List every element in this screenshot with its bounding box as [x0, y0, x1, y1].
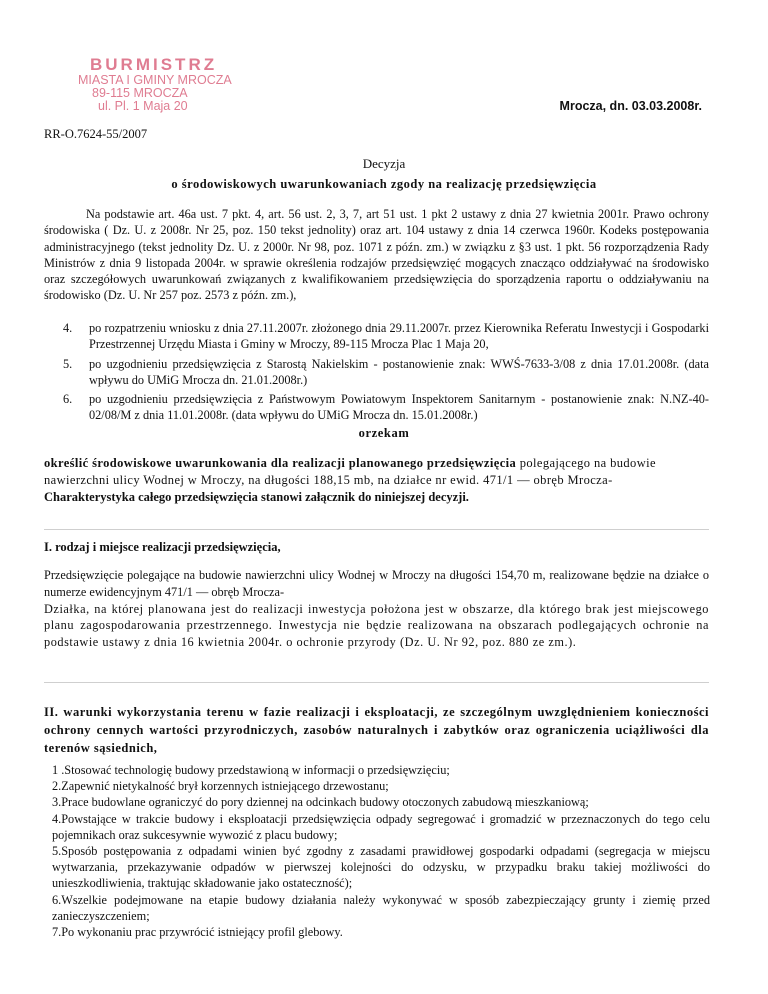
- divider: [44, 529, 709, 530]
- stamp-line-4: ul. Pl. 1 Maja 20: [98, 99, 188, 114]
- decision-bold-text: określić środowiskowe uwarunkowania dla realizacji planowanego przedsięwzięcia: [44, 456, 517, 470]
- list-item: 5.Sposób postępowania z odpadami winien być zgodny z zasadami prawidłowej gospodarki odpadami (segregacja w miejscu wytwarzania, przekazywanie odpadów w pierwszej kolejności do odzysku, w przypadku braku takiej możliwości do unieszkodliwienia, traktując składowanie jako ostateczność);: [52, 844, 710, 891]
- list-item-number: 6.: [63, 392, 73, 407]
- list-item: 3.Prace budowlane ograniczyć do pory dziennej na odcinkach budowy otoczonych zabudową mieszkaniową;: [52, 795, 589, 810]
- stamp-line-2: MIASTA I GMINY MROCZA: [78, 72, 232, 87]
- decision-text: polegającego na budowie nawierzchni ulicy Wodnej w Mroczy, na długości 188,15 mb, na działce nr ewid. 471/1 — obręb Mrocza-: [44, 456, 656, 487]
- legal-basis-paragraph: Na podstawie art. 46a ust. 7 pkt. 4, art. 56 ust. 2, 3, 7, art 51 ust. 1 pkt 2 ustawy z dnia 27 kwietnia 2001r. Prawo ochrony środowiska ( Dz. U. z 2008r. Nr 25, poz. 150 tekst jednolity) oraz art. 104 ustawy z dnia 14 czerwca 1960r. Kodeks postępowania administracyjnego (tekst jednolity Dz. U. z 2000r. Nr 98, poz. 1071 z późn. zm.) w związku z §3 ust. 1 pkt. 56 rozporządzenia Rady Ministrów z dnia 9 listopada 2004r. w sprawie określenia rodzajów przedsięwzięć mogących znacząco oddziaływać na środowisko oraz szczegółowych uwarunkowań związanych z kwalifikowaniem przedsięwzięcia do sporządzenia raportu o oddziaływaniu na środowisko (Dz. U. Nr 257 poz. 2573 z późn. zm.),: [44, 207, 709, 303]
- list-item-text: po uzgodnieniu przedsięwzięcia z Starostą Nakielskim - postanowienie znak: WWŚ-7633-3/08 z dnia 17.01.2008r. (data wpływu do UMiG Mrocza dn. 21.01.2008r.): [89, 356, 709, 387]
- section-1-paragraph-1: Przedsięwzięcie polegające na budowie nawierzchni ulicy Wodnej w Mroczy na długości 154,70 m, realizowane będzie na działce o numerze ewidencyjnym 471/1 — obręb Mrocza-: [44, 568, 709, 599]
- divider: [44, 682, 709, 683]
- list-item-number: 4.: [63, 321, 73, 335]
- attachment-note: Charakterystyka całego przedsięwzięcia stanowi załącznik do niniejszej decyzji.: [44, 490, 469, 504]
- section-1-paragraph-2: Działka, na której planowana jest do realizacji inwestycja położona jest w obszarze, dla którego brak jest miejscowego planu zagospodarowania przestrzennego. Inwestycja nie będzie realizowana na obszarach podlegających ochronie na podstawie ustawy z dnia 16 kwietnia 2004r. o ochronie przyrody (Dz. U. Nr 92, poz. 880 ze zm.).: [44, 601, 709, 650]
- list-item: [63, 391, 709, 424]
- document-date: Mrocza, dn. 03.03.2008r.: [559, 99, 702, 113]
- list-item: [63, 356, 709, 389]
- stamp-line-3: 89-115 MROCZA: [92, 85, 188, 100]
- section-1-heading: I. rodzaj i miejsce realizacji przedsięwzięcia,: [44, 540, 281, 554]
- list-item-number: 5.: [63, 356, 73, 371]
- list-item: 6.Wszelkie podejmowane na etapie budowy działania należy wykonywać w sposób zabezpieczający grunty i ziemię przed zanieczyszczeniem;: [52, 892, 710, 923]
- section-1-body: [44, 567, 709, 651]
- document-title: Decyzja: [362, 156, 406, 171]
- decision-paragraph: [44, 455, 709, 506]
- document-subtitle: o środowiskowych uwarunkowaniach zgody na realizację przedsięwzięcia: [171, 177, 597, 191]
- list-item: 7.Po wykonaniu prac przywrócić istniejący profil glebowy.: [52, 925, 343, 940]
- considerations-list: [63, 320, 709, 427]
- official-stamp: [74, 56, 254, 113]
- list-item: 1 .Stosować technologię budowy przedstawioną w informacji o przedsięwzięciu;: [52, 763, 450, 777]
- ruling-heading: orzekam: [358, 426, 410, 440]
- stamp-line-1: BURMISTRZ: [90, 55, 218, 74]
- list-item-text: po uzgodnieniu przedsięwzięcia z Państwowym Powiatowym Inspektorem Sanitarnym - postanowienie znak: N.NZ-40-02/08/M z dnia 11.01.2008r. (data wpływu do UMiG Mrocza dn. 15.01.2008r.): [89, 392, 709, 423]
- list-item: 4.Powstające w trakcie budowy i eksploatacji przedsięwzięcia odpady segregować i gromadzić w przeznaczonych do tego celu pojemnikach oraz sukcesywnie wywozić z placu budowy;: [52, 811, 710, 842]
- list-item: 2.Zapewnić nietykalność brył korzennych istniejącego drzewostanu;: [52, 779, 389, 794]
- list-item-text: po rozpatrzeniu wniosku z dnia 27.11.2007r. złożonego dnia 29.11.2007r. przez Kierownika Referatu Inwestycji i Gospodarki Przestrzennej Urzędu Miasta i Gminy w Mroczy, 89-115 Mrocza Plac 1 Maja 20,: [89, 321, 709, 352]
- reference-number: RR-O.7624-55/2007: [44, 127, 148, 141]
- conditions-list: [52, 762, 710, 940]
- section-2-heading: II. warunki wykorzystania terenu w fazie realizacji i eksploatacji, ze szczególnym uwzględnieniem konieczności ochrony cennych wartości przyrodniczych, zasobów naturalnych i zabytków oraz ograniczenia uciążliwości dla terenów sąsiednich,: [44, 705, 709, 755]
- list-item: [63, 320, 709, 353]
